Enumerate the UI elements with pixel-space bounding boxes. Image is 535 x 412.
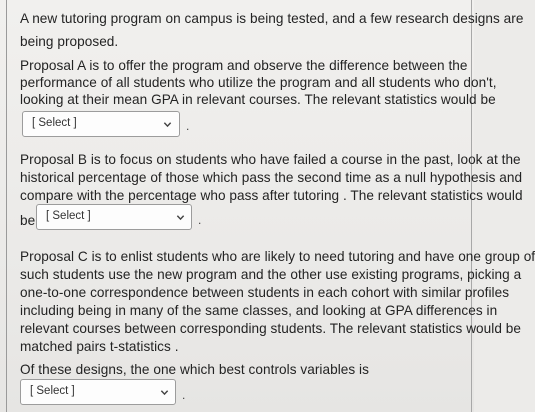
proposal-a-line-2: performance of all students who utilize the program and all students who don't, bbox=[20, 75, 497, 90]
proposal-b-line-2: historical percentage of those which pass the second time as a null hypothesis and bbox=[20, 170, 523, 185]
intro-line-1: A new tutoring program on campus is being tested, and a few research designs are bbox=[20, 11, 524, 26]
chevron-down-icon bbox=[176, 213, 185, 222]
proposal-c-line-1: Proposal C is to enlist students who are likely to need tutoring and have one group of bbox=[20, 249, 535, 264]
proposal-b-line-3: compare with the percentage who pass after tutoring . The relevant statistics would bbox=[20, 188, 523, 203]
select-dropdown-c[interactable] bbox=[20, 379, 176, 405]
proposal-b-line-1: Proposal B is to focus on students who have failed a course in the past, look at the bbox=[20, 152, 521, 167]
proposal-c-line-2: such students use the new program and the other use existing programs, picking a bbox=[20, 267, 522, 282]
select-a-value: [ Select ] bbox=[32, 117, 77, 129]
punctuation-period: . bbox=[182, 388, 186, 402]
proposal-c-line-6: matched pairs t-statistics . bbox=[20, 339, 179, 354]
panel-right-border bbox=[471, 0, 472, 412]
proposal-c-line-5: relevant courses between corresponding students. The relevant statistics would be bbox=[20, 321, 522, 336]
chevron-down-icon bbox=[160, 388, 169, 397]
proposal-a-line-1: Proposal A is to offer the program and observe the difference between the bbox=[20, 58, 468, 73]
intro-line-2: being proposed. bbox=[20, 34, 119, 49]
select-b-value: [ Select ] bbox=[46, 210, 91, 222]
proposal-c-line-4: including being in many of the same classes, and looking at GPA differences in bbox=[20, 303, 498, 318]
proposal-a-line-3: looking at their mean GPA in relevant courses. The relevant statistics would be bbox=[20, 92, 496, 107]
select-dropdown-a[interactable] bbox=[22, 111, 180, 137]
final-question-line: Of these designs, the one which best controls variables is bbox=[20, 362, 369, 377]
punctuation-period: . bbox=[198, 213, 202, 227]
select-c-value: [ Select ] bbox=[30, 385, 75, 397]
punctuation-period: . bbox=[186, 119, 190, 133]
panel-left-border bbox=[6, 0, 7, 412]
select-dropdown-b[interactable] bbox=[36, 204, 192, 230]
proposal-b-be: be bbox=[20, 213, 36, 228]
chevron-down-icon bbox=[163, 120, 172, 129]
proposal-c-line-3: one-to-one correspondence between students in each cohort with similar profiles bbox=[20, 285, 510, 300]
